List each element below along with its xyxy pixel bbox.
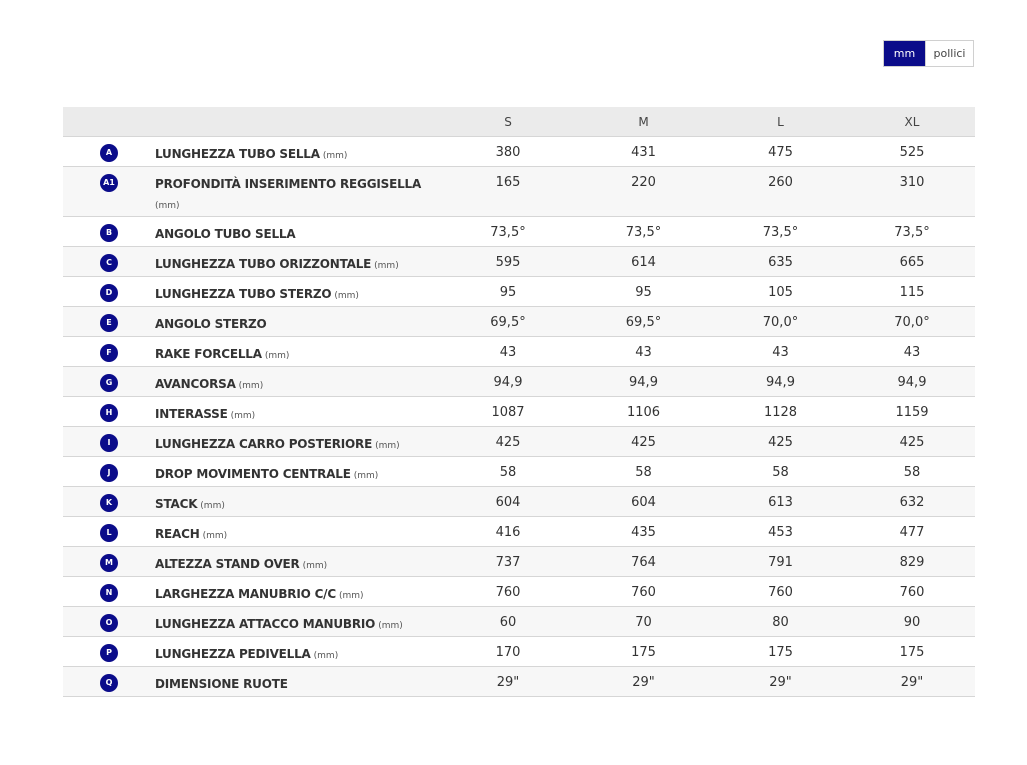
row-value-xl: 94,9 xyxy=(849,367,975,397)
row-label-cell xyxy=(155,607,441,637)
row-label-cell xyxy=(155,517,441,547)
row-label: LUNGHEZZA TUBO STERZO xyxy=(155,287,332,301)
table-row xyxy=(63,137,975,167)
row-unit: (mm) xyxy=(230,411,256,421)
row-badge: H xyxy=(100,404,118,422)
row-label-cell xyxy=(155,307,441,337)
row-value-xl: 632 xyxy=(849,487,975,517)
row-badge-cell xyxy=(63,667,155,697)
row-unit: (mm) xyxy=(238,381,264,391)
row-badge-cell xyxy=(63,277,155,307)
row-badge-cell xyxy=(63,607,155,637)
row-value-s: 737 xyxy=(441,547,575,577)
table-row xyxy=(63,427,975,457)
row-value-xl: 477 xyxy=(849,517,975,547)
row-value-xl: 43 xyxy=(849,337,975,367)
row-value-s: 170 xyxy=(441,637,575,667)
row-badge: N xyxy=(100,584,118,602)
table-row xyxy=(63,607,975,637)
row-value-xl: 90 xyxy=(849,607,975,637)
units-toggle xyxy=(883,40,974,67)
table-row xyxy=(63,247,975,277)
header-badge-col xyxy=(63,107,155,137)
row-label: AVANCORSA xyxy=(155,377,236,391)
row-badge-cell xyxy=(63,367,155,397)
row-value-s: 1087 xyxy=(441,397,575,427)
row-badge: A1 xyxy=(100,174,118,192)
row-value-l: 80 xyxy=(712,607,849,637)
row-value-xl: 665 xyxy=(849,247,975,277)
row-unit: (mm) xyxy=(322,151,348,161)
table-row xyxy=(63,397,975,427)
row-label: LUNGHEZZA TUBO ORIZZONTALE xyxy=(155,257,372,271)
table-row xyxy=(63,277,975,307)
row-value-m: 1106 xyxy=(575,397,712,427)
header-size-l: L xyxy=(712,107,849,137)
row-value-xl: 525 xyxy=(849,137,975,167)
row-value-m: 43 xyxy=(575,337,712,367)
row-unit: (mm) xyxy=(313,651,339,661)
row-value-l: 73,5° xyxy=(712,217,849,247)
row-label: DROP MOVIMENTO CENTRALE xyxy=(155,467,351,481)
table-row xyxy=(63,487,975,517)
row-badge: C xyxy=(100,254,118,272)
row-unit: (mm) xyxy=(374,261,399,271)
table-row xyxy=(63,457,975,487)
row-value-l: 105 xyxy=(712,277,849,307)
row-value-l: 475 xyxy=(712,137,849,167)
row-value-s: 29" xyxy=(441,667,575,697)
table-row xyxy=(63,637,975,667)
row-label-cell xyxy=(155,137,441,167)
row-badge: D xyxy=(100,284,118,302)
row-unit: (mm) xyxy=(202,531,228,541)
row-label-cell xyxy=(155,637,441,667)
row-badge: E xyxy=(100,314,118,332)
table-row xyxy=(63,517,975,547)
row-badge: I xyxy=(100,434,118,452)
row-label: ANGOLO STERZO xyxy=(155,317,267,331)
row-value-xl: 58 xyxy=(849,457,975,487)
row-value-m: 58 xyxy=(575,457,712,487)
table-header-row xyxy=(63,107,975,137)
row-value-s: 595 xyxy=(441,247,575,277)
row-label: INTERASSE xyxy=(155,407,228,421)
row-value-xl: 1159 xyxy=(849,397,975,427)
row-value-l: 70,0° xyxy=(712,307,849,337)
row-value-s: 380 xyxy=(441,137,575,167)
row-label-cell xyxy=(155,427,441,457)
row-badge: M xyxy=(100,554,118,572)
row-value-m: 760 xyxy=(575,577,712,607)
row-value-m: 175 xyxy=(575,637,712,667)
row-label-cell xyxy=(155,217,441,247)
row-value-xl: 73,5° xyxy=(849,217,975,247)
row-value-s: 94,9 xyxy=(441,367,575,397)
row-value-m: 69,5° xyxy=(575,307,712,337)
row-value-s: 95 xyxy=(441,277,575,307)
row-unit: (mm) xyxy=(200,501,225,511)
row-value-l: 58 xyxy=(712,457,849,487)
row-label-cell xyxy=(155,577,441,607)
row-value-m: 29" xyxy=(575,667,712,697)
row-label: RAKE FORCELLA xyxy=(155,347,262,361)
row-value-s: 416 xyxy=(441,517,575,547)
row-label: DIMENSIONE RUOTE xyxy=(155,677,288,691)
row-value-l: 94,9 xyxy=(712,367,849,397)
row-value-l: 175 xyxy=(712,637,849,667)
table-row xyxy=(63,337,975,367)
row-label: LUNGHEZZA PEDIVELLA xyxy=(155,647,311,661)
row-badge: L xyxy=(100,524,118,542)
row-value-m: 95 xyxy=(575,277,712,307)
row-badge-cell xyxy=(63,307,155,337)
row-badge: P xyxy=(100,644,118,662)
row-label-cell xyxy=(155,247,441,277)
row-value-s: 60 xyxy=(441,607,575,637)
table-row xyxy=(63,367,975,397)
row-label: STACK xyxy=(155,497,198,511)
row-value-m: 220 xyxy=(575,167,712,217)
row-badge-cell xyxy=(63,137,155,167)
header-label-col xyxy=(155,107,441,137)
units-mm-button[interactable]: mm xyxy=(884,41,925,66)
header-size-m: M xyxy=(575,107,712,137)
header-size-s: S xyxy=(441,107,575,137)
row-value-s: 69,5° xyxy=(441,307,575,337)
row-label-cell xyxy=(155,167,441,217)
table-row xyxy=(63,577,975,607)
row-badge-cell xyxy=(63,337,155,367)
row-badge: G xyxy=(100,374,118,392)
row-label: LUNGHEZZA ATTACCO MANUBRIO xyxy=(155,617,376,631)
row-value-s: 604 xyxy=(441,487,575,517)
row-unit: (mm) xyxy=(264,351,290,361)
row-value-xl: 70,0° xyxy=(849,307,975,337)
row-label: ALTEZZA STAND OVER xyxy=(155,557,300,571)
row-label-cell xyxy=(155,547,441,577)
row-label-cell xyxy=(155,367,441,397)
row-label: PROFONDITÀ INSERIMENTO REGGISELLA xyxy=(155,177,422,191)
row-badge-cell xyxy=(63,547,155,577)
row-unit: (mm) xyxy=(338,591,364,601)
row-label: LUNGHEZZA CARRO POSTERIORE xyxy=(155,437,373,451)
row-badge: B xyxy=(100,224,118,242)
row-value-m: 604 xyxy=(575,487,712,517)
row-value-xl: 175 xyxy=(849,637,975,667)
row-value-m: 425 xyxy=(575,427,712,457)
row-badge: O xyxy=(100,614,118,632)
row-value-l: 760 xyxy=(712,577,849,607)
row-badge-cell xyxy=(63,487,155,517)
table-row xyxy=(63,217,975,247)
row-badge-cell xyxy=(63,217,155,247)
table-row xyxy=(63,667,975,697)
row-badge-cell xyxy=(63,247,155,277)
table-row xyxy=(63,307,975,337)
row-unit: (mm) xyxy=(302,561,328,571)
row-value-xl: 29" xyxy=(849,667,975,697)
row-value-l: 425 xyxy=(712,427,849,457)
row-value-m: 614 xyxy=(575,247,712,277)
row-value-l: 43 xyxy=(712,337,849,367)
row-value-l: 29" xyxy=(712,667,849,697)
row-value-xl: 760 xyxy=(849,577,975,607)
row-badge: J xyxy=(100,464,118,482)
row-badge-cell xyxy=(63,167,155,217)
row-value-l: 635 xyxy=(712,247,849,277)
row-unit: (mm) xyxy=(378,621,403,631)
units-inches-button[interactable]: pollici xyxy=(925,41,973,66)
row-badge-cell xyxy=(63,517,155,547)
row-value-xl: 115 xyxy=(849,277,975,307)
row-value-s: 165 xyxy=(441,167,575,217)
row-value-xl: 425 xyxy=(849,427,975,457)
row-value-m: 431 xyxy=(575,137,712,167)
row-value-xl: 310 xyxy=(849,167,975,217)
row-unit: (mm) xyxy=(155,201,180,211)
row-badge: F xyxy=(100,344,118,362)
row-value-l: 1128 xyxy=(712,397,849,427)
row-label: LARGHEZZA MANUBRIO C/C xyxy=(155,587,336,601)
row-value-l: 613 xyxy=(712,487,849,517)
row-value-xl: 829 xyxy=(849,547,975,577)
row-badge-cell xyxy=(63,637,155,667)
row-value-m: 70 xyxy=(575,607,712,637)
row-label-cell xyxy=(155,487,441,517)
row-badge: A xyxy=(100,144,118,162)
row-label-cell xyxy=(155,667,441,697)
row-label-cell xyxy=(155,457,441,487)
row-label: REACH xyxy=(155,527,200,541)
row-label: LUNGHEZZA TUBO SELLA xyxy=(155,147,320,161)
table-row xyxy=(63,547,975,577)
row-value-l: 260 xyxy=(712,167,849,217)
row-unit: (mm) xyxy=(334,291,359,301)
row-value-s: 425 xyxy=(441,427,575,457)
row-label-cell xyxy=(155,397,441,427)
row-value-m: 73,5° xyxy=(575,217,712,247)
row-value-l: 453 xyxy=(712,517,849,547)
row-label-cell xyxy=(155,337,441,367)
row-label-cell xyxy=(155,277,441,307)
row-label: ANGOLO TUBO SELLA xyxy=(155,227,296,241)
geometry-table xyxy=(63,107,975,697)
row-value-s: 43 xyxy=(441,337,575,367)
row-badge-cell xyxy=(63,397,155,427)
row-badge: Q xyxy=(100,674,118,692)
row-value-s: 760 xyxy=(441,577,575,607)
table-row xyxy=(63,167,975,217)
row-value-s: 58 xyxy=(441,457,575,487)
header-size-xl: XL xyxy=(849,107,975,137)
row-badge-cell xyxy=(63,457,155,487)
row-value-m: 435 xyxy=(575,517,712,547)
row-badge: K xyxy=(100,494,118,512)
row-unit: (mm) xyxy=(375,441,400,451)
row-badge-cell xyxy=(63,427,155,457)
row-value-s: 73,5° xyxy=(441,217,575,247)
row-badge-cell xyxy=(63,577,155,607)
row-unit: (mm) xyxy=(353,471,379,481)
row-value-m: 764 xyxy=(575,547,712,577)
row-value-l: 791 xyxy=(712,547,849,577)
row-value-m: 94,9 xyxy=(575,367,712,397)
